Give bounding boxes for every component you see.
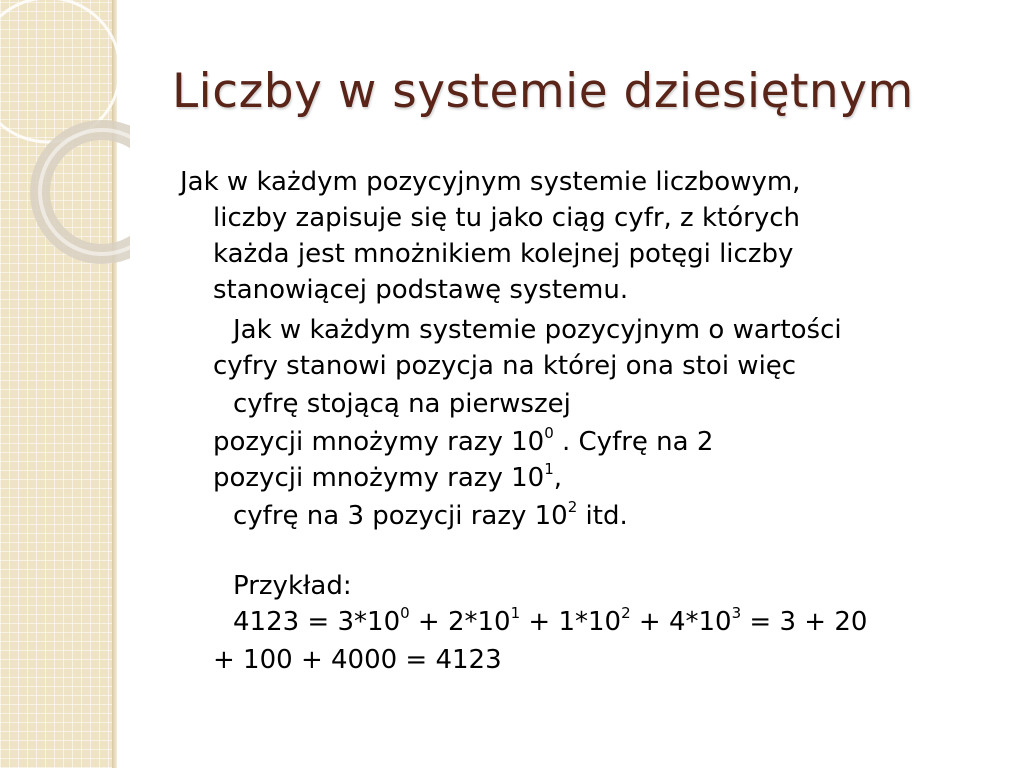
text-line-6: cyfry stanowi pozycja na której ona stoi więc (213, 351, 797, 381)
text-line-10 (233, 498, 628, 534)
text-line-1: Jak w każdym pozycyjnym systemie liczbowym, (180, 167, 801, 197)
text-run: pozycji mnożymy razy 10 (213, 427, 545, 457)
text-run: + 2*10 (409, 607, 511, 637)
text-line-8 (213, 424, 713, 460)
text-line-4: stanowiącej podstawę systemu. (213, 275, 629, 305)
text-run: 4123 = 3*10 (233, 607, 401, 637)
text-run: = 3 + 20 (741, 607, 868, 637)
text-run: . Cyfrę na 2 (553, 427, 714, 457)
decorative-circles (0, 0, 130, 290)
decorative-circle-ring (40, 130, 130, 254)
text-line-3: każda jest mnożnikiem kolejnej potęgi liczby (213, 239, 794, 269)
text-line-5: Jak w każdym systemie pozycyjnym o wartości (233, 315, 842, 345)
slide-title: Liczby w systemie dziesiętnym (172, 64, 914, 119)
superscript-exponent: 2 (621, 604, 631, 623)
superscript-exponent: 1 (510, 604, 521, 623)
example-label: Przykład: (233, 571, 352, 601)
text-run: + 4*10 (630, 607, 732, 637)
text-run: + 1*10 (520, 607, 622, 637)
superscript-exponent: 0 (544, 424, 554, 443)
superscript-exponent: 1 (544, 460, 554, 479)
text-line-9 (213, 460, 562, 496)
example-equation (233, 604, 867, 640)
example-equation-continued: + 100 + 4000 = 4123 (213, 645, 502, 675)
text-line-7: cyfrę stojącą na pierwszej (233, 389, 571, 419)
text-run: cyfrę na 3 pozycji razy 10 (233, 501, 568, 531)
text-run: pozycji mnożymy razy 10 (213, 463, 545, 493)
text-run: , (553, 463, 562, 493)
text-run: itd. (577, 501, 628, 531)
superscript-exponent: 0 (400, 604, 410, 623)
text-line-2: liczby zapisuje się tu jako ciąg cyfr, z których (213, 203, 800, 233)
superscript-exponent: 3 (731, 604, 742, 623)
superscript-exponent: 2 (567, 498, 578, 517)
